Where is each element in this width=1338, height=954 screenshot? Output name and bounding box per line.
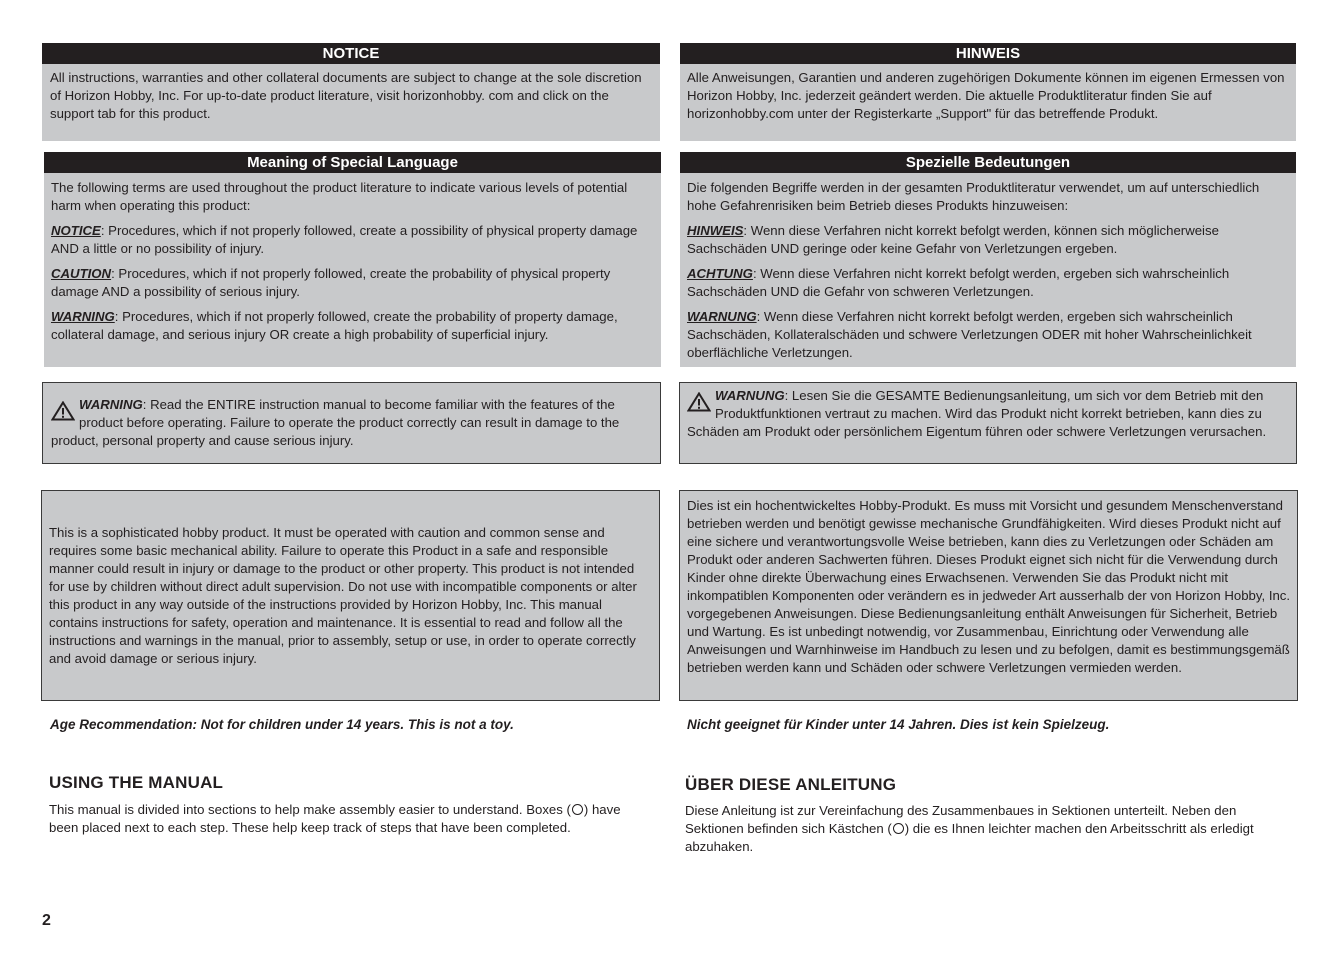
- page-number: 2: [42, 912, 51, 929]
- meaning-item-de: [687, 222, 1288, 258]
- term-caution-en: CAUTION: [51, 266, 112, 281]
- checkbox-circle-icon: [893, 823, 904, 834]
- manual-heading-de: ÜBER DIESE ANLEITUNG: [685, 775, 897, 794]
- hobby-box-en: [41, 490, 660, 701]
- meaning-intro-en: The following terms are used throughout the product literature to indicate various levels of potential harm when operating this product:: [51, 180, 628, 213]
- age-recommendation-de: Nicht geeignet für Kinder unter 14 Jahren. Dies ist kein Spielzeug.: [687, 717, 1110, 732]
- notice-box-de: [680, 43, 1296, 141]
- term-notice-en: NOTICE: [51, 223, 101, 238]
- warning-text-en: : Read the ENTIRE instruction manual to become familiar with the features of the product before operating. Failure to operate the product correctly can result in damage to the product, personal property and cause serious injury.: [51, 397, 620, 448]
- meaning-item-text: : Procedures, which if not properly followed, create the probability of property damage, collateral damage, and serious injury OR create a high probability of superficial injury.: [51, 309, 618, 342]
- meaning-item-en: [51, 265, 653, 301]
- meaning-title-de: Spezielle Bedeutungen: [680, 152, 1296, 173]
- hobby-box-de: [679, 490, 1298, 701]
- manual-text-after: ) have been placed next to each step. These help keep track of steps that have been completed.: [49, 802, 621, 835]
- meaning-item-text: : Wenn diese Verfahren nicht korrekt befolgt werden, ergeben sich wahrscheinlich Sachschäden UND die Gefahr von schweren Verletzungen.: [687, 266, 1230, 299]
- term-warnung-de: WARNUNG: [687, 309, 757, 324]
- hobby-text-de: Dies ist ein hochentwickeltes Hobby-Produkt. Es muss mit Vorsicht und gesundem Menschenverstand betrieben werden und benötigt gewisse mechanische Grundfähigkeiten. Wird dieses Produkt nicht auf eine sichere und verantwortungsvolle Weise betrieben, kann dies zu Verletzungen oder Schäden am Produkt oder anderen Sachwerten führen. Dieses Produkt eignet sich nicht für die Verwendung durch Kinder ohne direkte Überwachung eines Erwachsenen. Verwenden Sie das Produkt nicht mit inkompatiblen Komponenten oder verändern es in jedweder Art ausserhalb der von Horizon Hobby, Inc. vorgegebenen Anweisungen. Diese Bedienungsanleitung enthält Anweisungen für Sicherheit, Betrieb und Wartung. Es ist unbedingt notwendig, vor Zusammenbau, Einrichtung oder Verwendung alle Anweisungen und Warnhinweise im Handbuch zu lesen und zu befolgen, damit es bestimmungsgemäß betrieben werden kann und Schäden oder schwere Verletzungen vermieden werden.: [687, 498, 1291, 675]
- notice-title-en: NOTICE: [42, 43, 660, 64]
- term-warning-en: WARNING: [51, 309, 115, 324]
- manual-heading-en: USING THE MANUAL: [49, 773, 224, 792]
- term-hinweis-de: HINWEIS: [687, 223, 744, 238]
- warning-box-de: [679, 382, 1297, 464]
- meaning-box-en: [44, 152, 661, 367]
- manual-text-en: [49, 801, 653, 837]
- manual-text-before: This manual is divided into sections to help make assembly easier to understand. Boxes (: [49, 802, 571, 817]
- meaning-item-text: : Procedures, which if not properly followed, create the probability of physical property damage AND a possibility of serious injury.: [51, 266, 611, 299]
- checkbox-circle-icon: [572, 804, 583, 815]
- meaning-item-text: : Wenn diese Verfahren nicht korrekt befolgt werden, ergeben sich wahrscheinlich Sachschäden, Kollateralschäden und schwere Verletzungen ODER mit hoher Wahrscheinlichkeit oberflächliche Verletzungen.: [687, 309, 1252, 360]
- warning-term-en: WARNING: [79, 397, 143, 412]
- warning-text-de: : Lesen Sie die GESAMTE Bedienungsanleitung, um sich vor dem Betrieb mit den Produktfunktionen vertraut zu machen. Wird das Produkt nicht korrekt betrieben, kann dies zu Schäden am Produkt oder persönlichem Eigentum führen oder schwere Verletzungen verursachen.: [687, 388, 1267, 439]
- meaning-item-de: [687, 265, 1288, 301]
- warning-triangle-icon: [51, 401, 75, 421]
- meaning-item-text: : Procedures, which if not properly followed, create a possibility of physical property damage AND a little or no possibility of injury.: [51, 223, 638, 256]
- meaning-item-text: : Wenn diese Verfahren nicht korrekt befolgt werden, können sich möglicherweise Sachschäden UND geringe oder keine Gefahr von Verletzungen ergeben.: [687, 223, 1219, 256]
- notice-text-en: All instructions, warranties and other collateral documents are subject to change at the sole discretion of Horizon Hobby, Inc. For up-to-date product literature, visit horizonhobby. com and click on the support tab for this product.: [50, 70, 642, 121]
- manual-text-de: [685, 802, 1293, 856]
- meaning-title-en: Meaning of Special Language: [44, 152, 661, 173]
- notice-text-de: Alle Anweisungen, Garantien und anderen zugehörigen Dokumente können im eigenen Ermessen von Horizon Hobby, Inc. jederzeit geändert werden. Die aktuelle Produktliteratur finden Sie auf horizonhobby.com unter der Registerkarte „Support" für das betreffende Produkt.: [687, 70, 1285, 121]
- meaning-intro-de: Die folgenden Begriffe werden in der gesamten Produktliteratur verwendet, um auf unterschiedlich hohe Gefahrenrisiken beim Betrieb dieses Produkts hinzuweisen:: [687, 180, 1260, 213]
- hobby-text-en: This is a sophisticated hobby product. It must be operated with caution and common sense and requires some basic mechanical ability. Failure to operate this Product in a safe and responsible manner could result in injury or damage to the product or other property. This product is not intended for use by children without direct adult supervision. Do not use with incompatible components or alter this product in any way outside of the instructions provided by Horizon Hobby, Inc. This manual contains instructions for safety, operation and maintenance. It is essential to read and follow all the instructions and warnings in the manual, prior to assembly, setup or use, in order to operate correctly and avoid damage or serious injury.: [49, 525, 637, 666]
- meaning-item-en: [51, 308, 653, 344]
- notice-box-en: [42, 43, 660, 141]
- age-recommendation-en: Age Recommendation: Not for children under 14 years. This is not a toy.: [50, 717, 514, 732]
- meaning-item-de: [687, 308, 1288, 362]
- warning-box-en: [42, 382, 661, 464]
- term-achtung-de: ACHTUNG: [687, 266, 753, 281]
- manual-text-after: ) die es Ihnen leichter machen den Arbeitsschritt als erledigt abzuhaken.: [685, 821, 1254, 854]
- notice-title-de: HINWEIS: [680, 43, 1296, 64]
- warning-term-de: WARNUNG: [715, 388, 785, 403]
- manual-text-before: Diese Anleitung ist zur Vereinfachung des Zusammenbaues in Sektionen unterteilt. Neben den Sektionen befinden sich Kästchen (: [685, 803, 1237, 836]
- warning-triangle-icon: [687, 392, 711, 412]
- meaning-box-de: [680, 152, 1296, 367]
- meaning-item-en: [51, 222, 653, 258]
